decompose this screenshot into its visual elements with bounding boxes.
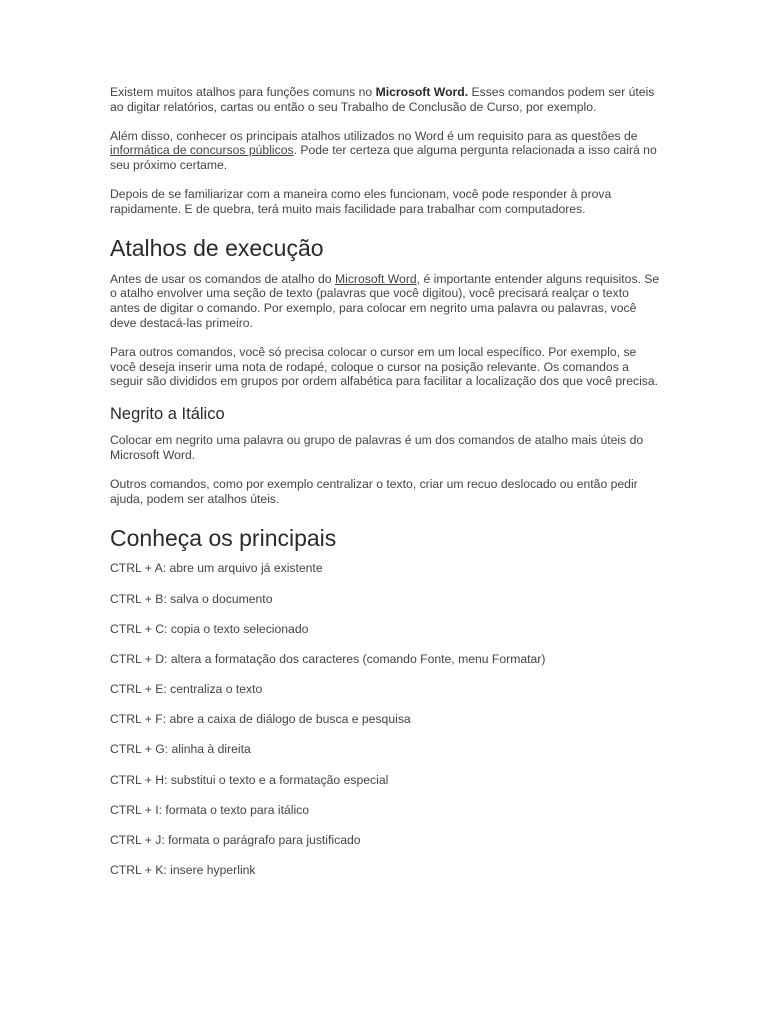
link-microsoft-word[interactable]: Microsoft Word [334,271,417,286]
link-informatica-concursos[interactable]: informática de concursos públicos [110,143,294,158]
intro-paragraph-3: Depois de se familiarizar com a maneira como eles funcionam, você pode responder à prova rapidamente. E de quebra, terá muito mais facilidade para trabalhar com computadores. [110,186,612,216]
shortcut-item: CTRL + G: alinha à direita [110,742,251,757]
heading-conheca-os-principais: Conheça os principais [110,525,337,552]
shortcut-list [110,561,662,893]
shortcut-item: CTRL + D: altera a formatação dos caracteres (comando Fonte, menu Formatar) [110,651,546,666]
shortcut-item: CTRL + C: copia o texto selecionado [110,621,309,636]
section2-paragraph-1: Colocar em negrito uma palavra ou grupo de palavras é um dos comandos de atalho mais úteis do Microsoft Word. [110,433,644,462]
heading-atalhos-de-execucao: Atalhos de execução [110,234,324,261]
shortcut-item: CTRL + H: substitui o texto e a formatação especial [110,772,389,787]
shortcut-item: CTRL + I: formata o texto para itálico [110,802,310,817]
section1-paragraph-1: Antes de usar os comandos de atalho do Microsoft Word, é importante entender alguns requisitos. Se o atalho envolver uma seção de texto (palavras que você digitou), você precisará realçar o texto antes de digitar o comando. Por exemplo, para colocar em negrito uma palavra ou palavras, você deve destacá-las primeiro. [110,271,660,330]
document-page [110,85,662,893]
shortcut-item: CTRL + E: centraliza o texto [110,682,263,697]
shortcut-item: CTRL + K: insere hyperlink [110,863,256,878]
intro-paragraph-2: Além disso, conhecer os principais atalhos utilizados no Word é um requisito para as questões de informática de concursos públicos. Pode ter certeza que alguma pergunta relacionada a isso cairá no seu próximo certame. [110,128,657,173]
intro-paragraph-1: Existem muitos atalhos para funções comuns no Microsoft Word. Esses comandos podem ser úteis ao digitar relatórios, cartas ou então o seu Trabalho de Conclusão de Curso, por exemplo. [110,85,655,114]
shortcut-item: CTRL + F: abre a caixa de diálogo de busca e pesquisa [110,712,411,727]
section1-paragraph-2: Para outros comandos, você só precisa colocar o cursor em um local específico. Por exemplo, se você deseja inserir uma nota de rodapé, coloque o cursor na posição relevante. Os comandos a seguir são divididos em grupos por ordem alfabética para facilitar a localização dos que você precisa. [110,344,659,389]
shortcut-item: CTRL + B: salva o documento [110,591,273,606]
shortcut-item: CTRL + A: abre um arquivo já existente [110,561,323,576]
section2-paragraph-2: Outros comandos, como por exemplo centralizar o texto, criar um recuo deslocado ou então pedir ajuda, podem ser atalhos úteis. [110,476,638,506]
heading-negrito-a-italico: Negrito a Itálico [110,405,225,424]
shortcut-item: CTRL + J: formata o parágrafo para justificado [110,833,361,848]
bold-microsoft-word: Microsoft Word. [375,85,469,99]
